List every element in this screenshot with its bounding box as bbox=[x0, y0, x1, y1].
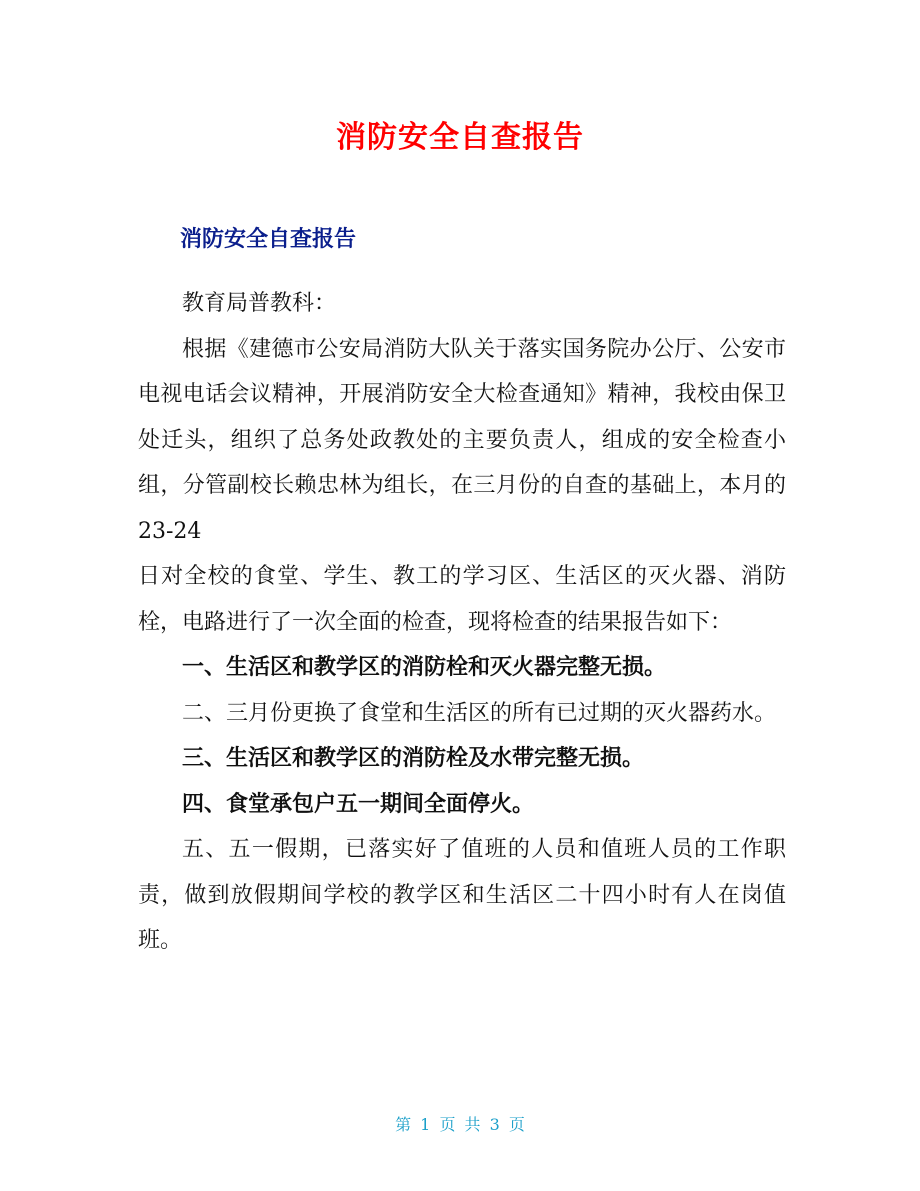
paragraph-item-4: 四、食堂承包户五一期间全面停火。 bbox=[182, 790, 535, 817]
paragraph-item-3: 三、生活区和教学区的消防栓及水带完整无损。 bbox=[182, 745, 645, 771]
salutation: 教育局普教科： bbox=[182, 291, 337, 316]
document-subtitle: 消防安全自查报告 bbox=[180, 227, 357, 252]
paragraph-item-2: 二、三月份更换了食堂和生活区的所有已过期的灭火器药水。 bbox=[182, 700, 777, 726]
page-number-footer: 第 1 页 共 3 页 bbox=[395, 1115, 525, 1134]
paragraph-item-5: 五、五一假期，已落实好了值班的人员和值班人员的工作职责，做到放假期间学校的教学区和生活区二十四小时有人在岗值班。 bbox=[138, 837, 786, 953]
document-body bbox=[138, 281, 786, 964]
document-title: 消防安全自查报告 bbox=[336, 120, 584, 155]
paragraph-intro: 根据《建德市公安局消防大队关于落实国务院办公厅、公安市电视电话会议精神，开展消防安全大检查通知》精神，我校由保卫处迁头，组织了总务处政教处的主要负责人，组成的安全检查小组，分管副校长赖忠林为组长，在三月份的自查的基础上，本月的 23-24 bbox=[138, 336, 786, 544]
paragraph-item-1: 一、生活区和教学区的消防栓和灭火器完整无损。 bbox=[182, 654, 667, 680]
paragraph-intro-continued: 日对全校的食堂、学生、教工的学习区、生活区的灭火器、消防栓，电路进行了一次全面的检查，现将检查的结果报告如下： bbox=[138, 564, 786, 635]
